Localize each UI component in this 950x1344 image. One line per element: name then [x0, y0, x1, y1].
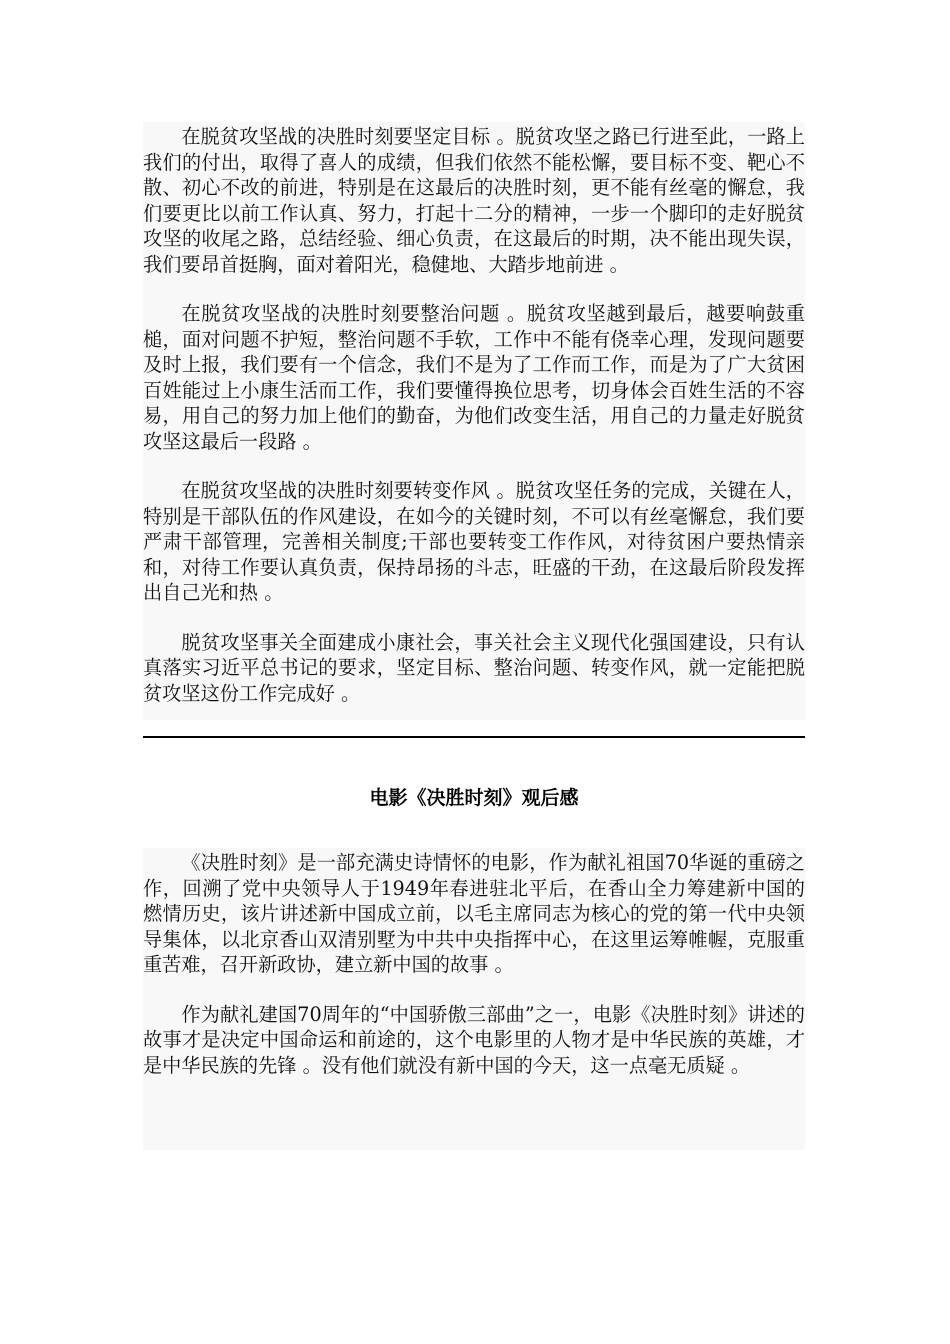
section-divider	[143, 736, 805, 738]
paragraph: 《决胜时刻》是一部充满史诗情怀的电影，作为献礼祖国70华诞的重磅之作，回溯了党中央领导人于1949年春进驻北平后，在香山全力筹建新中国的燃情历史，该片讲述新中国成立前，以毛主席同志为核心的党的第一代中央领导集体，以北京香山双清别墅为中共中央指挥中心，在这里运筹帷幄，克服重重苦难，召开新政协，建立新中国的故事 。	[143, 851, 805, 976]
article-title: 电影《决胜时刻》观后感	[369, 787, 579, 809]
paragraph: 作为献礼建国70周年的“中国骄傲三部曲”之一，电影《决胜时刻》讲述的故事才是决定中国命运和前途的，这个电影里的人物才是中华民族的英雄，才是中华民族的先锋 。没有他们就没有新中国的今天，这一点毫无质疑 。	[143, 1002, 805, 1077]
article-body-bottom	[143, 848, 805, 1150]
paragraph: 在脱贫攻坚战的决胜时刻要整治问题 。脱贫攻坚越到最后，越要响鼓重槌，面对问题不护短，整治问题不手软，工作中不能有侥幸心理，发现问题要及时上报，我们要有一个信念，我们不是为了工作而工作，而是为了广大贫困百姓能过上小康生活而工作，我们要懂得换位思考，切身体会百姓生活的不容易，用自己的努力加上他们的勤奋，为他们改变生活，用自己的力量走好脱贫攻坚这最后一段路 。	[143, 302, 805, 453]
paragraph: 脱贫攻坚事关全面建成小康社会，事关社会主义现代化强国建设，只有认真落实习近平总书记的要求，坚定目标、整治问题、转变作风，就一定能把脱贫攻坚这份工作完成好 。	[143, 630, 805, 705]
article-body-top	[143, 122, 805, 720]
paragraph: 在脱贫攻坚战的决胜时刻要转变作风 。脱贫攻坚任务的完成，关键在人，特别是干部队伍的作风建设，在如今的关键时刻，不可以有丝毫懈怠，我们要严肃干部管理，完善相关制度;干部也要转变工作作风，对待贫困户要热情亲和，对待工作要认真负责，保持昂扬的斗志，旺盛的干劲，在这最后阶段发挥出自己光和热 。	[143, 479, 805, 604]
paragraph: 在脱贫攻坚战的决胜时刻要坚定目标 。脱贫攻坚之路已行进至此，一路上我们的付出，取得了喜人的成绩，但我们依然不能松懈，要目标不变、靶心不散、初心不改的前进，特别是在这最后的决胜时刻，更不能有丝毫的懈怠，我们要更比以前工作认真、努力，打起十二分的精神，一步一个脚印的走好脱贫攻坚的收尾之路，总结经验、细心负责，在这最后的时期，决不能出现失误，我们要昂首挺胸，面对着阳光，稳健地、大踏步地前进 。	[143, 125, 805, 276]
